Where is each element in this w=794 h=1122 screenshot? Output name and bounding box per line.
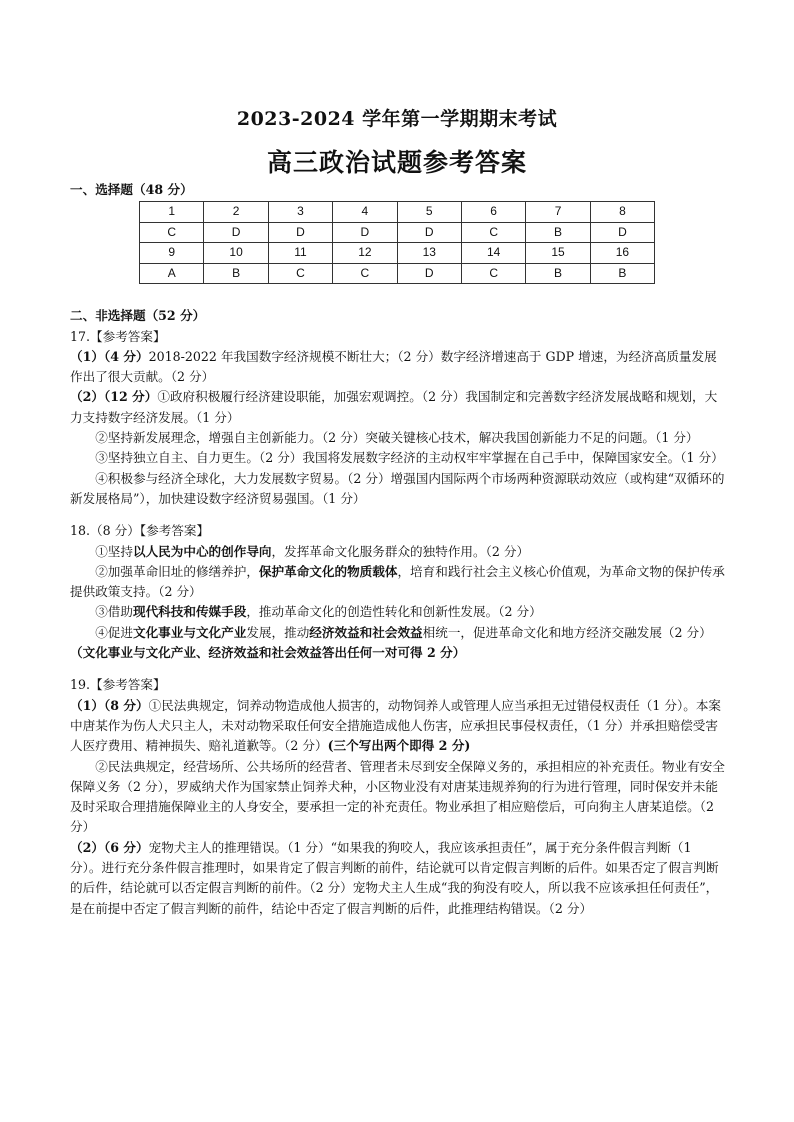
- answer-table-row: [140, 243, 655, 264]
- question-number-cell: 3: [268, 202, 332, 223]
- answer-letter-cell: C: [140, 222, 204, 243]
- q18-p3-text-c: ，推动革命文化的创造性转化和创新性发展。（2 分）: [246, 604, 542, 620]
- q17-point4: ④积极参与经济全球化，大力发展数字贸易。（2 分）增强国内国际两个市场两种资源联动效应（或构建“双循环的新发展格局”），加快建设数字经济贸易强国。（1 分）: [70, 470, 725, 506]
- q18-p2-keyword: 保护革命文化的物质载体: [258, 563, 398, 579]
- answer-table-row: [140, 222, 655, 243]
- answer-letter-cell: D: [397, 263, 461, 284]
- answer-letter-cell: B: [526, 222, 590, 243]
- q19-part2-label: （2）（6 分）: [70, 839, 149, 855]
- q18-p4-keyword-2: 经济效益和社会效益: [309, 624, 423, 640]
- answer-table-row: [140, 263, 655, 284]
- answer-letter-cell: D: [397, 222, 461, 243]
- q18-point3: [70, 602, 725, 622]
- answer-letter-cell: A: [140, 263, 204, 284]
- q19-title: 19.【参考答案】: [70, 677, 166, 693]
- answer-letter-cell: D: [333, 222, 397, 243]
- answer-letter-cell: B: [204, 263, 268, 284]
- answer-letter-cell: B: [526, 263, 590, 284]
- q18-point2: [70, 562, 725, 603]
- q17-part1-label: （1）（4 分）: [70, 348, 149, 364]
- question-number-cell: 10: [204, 243, 268, 264]
- q18-p3-text-a: ③借助: [95, 604, 133, 620]
- answer-letter-cell: C: [461, 263, 525, 284]
- q18-p1-keyword: 以人民为中心的创作导向: [132, 543, 272, 559]
- q18-p1-text-c: ，发挥革命文化服务群众的独特作用。（2 分）: [271, 543, 530, 559]
- answer-table-row: [140, 202, 655, 223]
- question-number-cell: 2: [204, 202, 268, 223]
- q18-p4-keyword-1: 文化事业与文化产业: [132, 624, 247, 640]
- q19-part2: [70, 838, 725, 919]
- q17-part1-text: 2018-2022 年我国数字经济规模不断壮大；（2 分）数字经济增速高于 GDP 增速，为经济高质量发展作出了很大贡献。（2 分）: [70, 348, 717, 385]
- q19-part1-scoring-note: (三个写出两个即得 2 分): [327, 738, 471, 754]
- q18-point4: [70, 623, 725, 664]
- q17-part2-label: （2）（12 分）: [70, 389, 158, 405]
- q17-part1: [70, 347, 725, 388]
- question-number-cell: 14: [461, 243, 525, 264]
- q18-p1-text-a: ①坚持: [95, 543, 133, 559]
- q17-point3: ③坚持独立自主、自力更生。（2 分）我国将发展数字经济的主动权牢牢掌握在自己手中，保障国家安全。（1 分）: [95, 450, 724, 466]
- q17-part2: [70, 387, 725, 428]
- q17-part2-text: ①政府积极履行经济建设职能，加强宏观调控。（2 分）我国制定和完善数字经济发展战略和规划，大力支持数字经济发展。（1 分）: [70, 389, 718, 425]
- answer-letter-cell: D: [268, 222, 332, 243]
- q19-point2: ②民法典规定，经营场所、公共场所的经营者、管理者未尽到安全保障义务的，承担相应的补充责任。物业有安全保障义务（2 分），罗威纳犬作为国家禁止饲养犬种，小区物业没有对唐某违规养狗的行为进行管理，同时保安并未能及时采取合理措施保障业主的人身安全，要承担一定的补充责任。物业承担了相应赔偿后，可向狗主人唐某追偿。（2 分）: [70, 758, 725, 835]
- answer-content: [70, 180, 725, 919]
- q19-part1-text: ①民法典规定，饲养动物造成他人损害的，动物饲养人或管理人应当承担无过错侵权责任（1 分）。本案中唐某作为伤人犬只主人，未对动物采取任何安全措施造成他人伤害，应承担民事侵权责任，（1 分）并承担赔偿受害人医疗费用、精神损失、赔礼道歉等。（2 分）: [70, 697, 722, 754]
- q18-p4-text-e: 相统一，促进革命文化和地方经济交融发展（2 分）: [422, 624, 712, 640]
- q18-point1: [70, 542, 725, 562]
- section-heading-nonchoice: 二、非选择题（52 分）: [70, 308, 206, 324]
- question-number-cell: 6: [461, 202, 525, 223]
- q18-p4-text-c: 发展，推动: [246, 624, 310, 640]
- q18-p2-text-a: ②加强革命旧址的修缮养护，: [95, 563, 259, 579]
- q18-p4-text-a: ④促进: [95, 624, 133, 640]
- question-number-cell: 1: [140, 202, 204, 223]
- question-number-cell: 12: [333, 243, 397, 264]
- answer-letter-cell: D: [204, 222, 268, 243]
- q18-p3-keyword: 现代科技和传媒手段: [132, 604, 247, 620]
- question-number-cell: 11: [268, 243, 332, 264]
- answer-letter-cell: C: [268, 263, 332, 284]
- question-number-cell: 5: [397, 202, 461, 223]
- q18-p2-text-c: ，培育和践行社会主义核心价值观，为革命文物的保护传承提供政策支持。（2 分）: [70, 563, 725, 600]
- question-number-cell: 16: [590, 243, 654, 264]
- exam-title: 2023-2024 学年第一学期期末考试: [236, 108, 558, 130]
- answer-letter-cell: D: [590, 222, 654, 243]
- q18-title: 18.（8 分）【参考答案】: [70, 523, 210, 539]
- q17-title: 17.【参考答案】: [70, 328, 166, 344]
- q19-part1-label: （1）（8 分）: [70, 697, 149, 713]
- q18-p4-scoring-note: （文化事业与文化产业、经济效益和社会效益答出任何一对可得 2 分）: [70, 645, 466, 661]
- question-number-cell: 8: [590, 202, 654, 223]
- answer-letter-cell: C: [333, 263, 397, 284]
- q19-part2-text: 宠物犬主人的推理错误。（1 分）“如果我的狗咬人，我应该承担责任”，属于充分条件假言判断（1 分）。进行充分条件假言推理时，如果肯定了假言判断的前件，结论就可以肯定假言判断的后件。如果否定了假言判断的后件，结论就可以否定假言判断的前件。（2 分）宠物犬主人生成“我的狗没有咬人，所以我不应该承担任何责任”，是在前提中否定了假言判断的前件，结论中否定了假言判断的后件，此推理结构错误。（2 分）: [70, 839, 719, 916]
- q19-part1: [70, 696, 725, 757]
- question-number-cell: 15: [526, 243, 590, 264]
- answer-letter-cell: B: [590, 263, 654, 284]
- answer-letter-cell: C: [461, 222, 525, 243]
- question-number-cell: 4: [333, 202, 397, 223]
- question-number-cell: 13: [397, 243, 461, 264]
- question-number-cell: 7: [526, 202, 590, 223]
- q17-point2: ②坚持新发展理念，增强自主创新能力。（2 分）突破关键核心技术，解决我国创新能力不足的问题。（1 分）: [95, 430, 699, 446]
- question-number-cell: 9: [140, 243, 204, 264]
- document-title: 高三政治试题参考答案: [266, 148, 527, 177]
- choice-answer-table: [139, 201, 655, 284]
- section-heading-choice: 一、选择题（48 分）: [70, 182, 193, 197]
